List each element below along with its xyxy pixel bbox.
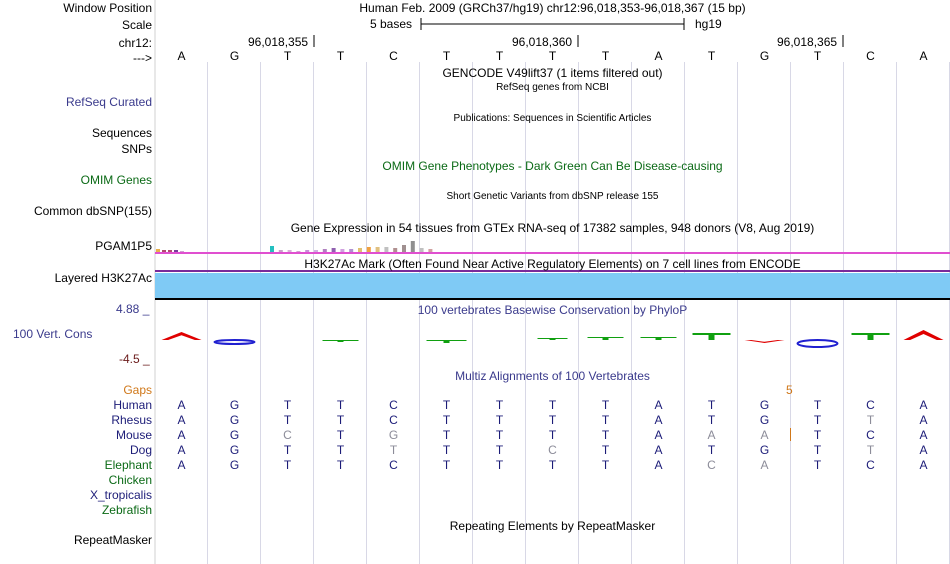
phylop-logo-t (427, 340, 467, 343)
gtex-tissue-bar[interactable] (323, 249, 327, 252)
gtex-tissue-bar[interactable] (402, 245, 406, 252)
phylop-logo-a (904, 330, 944, 340)
snps-label[interactable]: SNPs (121, 142, 152, 156)
alignment-base: A (654, 428, 663, 442)
gtex-tissue-bar[interactable] (174, 250, 178, 252)
phylop-label[interactable]: 100 Vert. Cons (13, 327, 93, 341)
phylop-logo-t (852, 333, 890, 340)
phylop-logo-c (215, 340, 255, 344)
reference-base: T (601, 49, 610, 63)
tick-label-2: 96,018,360 (512, 35, 573, 49)
alignment-base: C (389, 458, 398, 472)
alignment-base: G (759, 443, 770, 457)
phylop-logo-t (588, 337, 624, 340)
scale-text: 5 bases (370, 17, 413, 31)
alignment-base: T (442, 413, 451, 427)
scale-label: Scale (121, 18, 152, 32)
alignment-base: T (601, 413, 610, 427)
alignment-base: G (759, 413, 770, 427)
omim-label[interactable]: OMIM Genes (80, 173, 152, 187)
alignment-base: A (760, 428, 769, 442)
alignment-base: T (442, 428, 451, 442)
gtex-tissue-bar[interactable] (180, 251, 184, 252)
alignment-base: A (654, 398, 663, 412)
tick-label-3: 96,018,365 (777, 35, 838, 49)
alignment-base: T (495, 443, 504, 457)
alignment-base: T (601, 398, 610, 412)
alignment-base: T (813, 443, 822, 457)
alignment-base: T (548, 398, 557, 412)
reference-base: A (177, 49, 186, 63)
dbsnp-track-title[interactable]: Short Genetic Variants from dbSNP release 155 (446, 191, 659, 202)
alignment-base: G (229, 458, 240, 472)
alignment-base: T (495, 413, 504, 427)
reference-base: G (229, 49, 240, 63)
alignment-base: G (229, 443, 240, 457)
alignment-base: G (229, 413, 240, 427)
species-label-human[interactable]: Human (113, 398, 152, 412)
chrom-label: chr12: (118, 36, 152, 50)
reference-base: A (919, 49, 928, 63)
alignment-base: T (495, 398, 504, 412)
gtex-tissue-bar[interactable] (349, 249, 353, 252)
tick-label-1: 96,018,355 (248, 35, 309, 49)
gtex-tissue-bar[interactable] (156, 249, 160, 252)
window-position-label: Window Position (63, 1, 152, 15)
species-label-chicken[interactable]: Chicken (108, 473, 152, 487)
reference-base: T (813, 49, 822, 63)
gtex-tissue-bar[interactable] (384, 247, 388, 252)
reference-base: T (707, 49, 716, 63)
alignment-base: T (283, 398, 292, 412)
phylop-logo-t (641, 337, 677, 340)
alignment-base: T (601, 443, 610, 457)
alignment-base: G (229, 398, 240, 412)
alignment-base: A (177, 428, 186, 442)
reference-base: G (759, 49, 770, 63)
alignment-base: G (759, 398, 770, 412)
alignment-base: T (548, 413, 557, 427)
alignment-base: A (919, 428, 928, 442)
scale-assembly: hg19 (695, 17, 722, 31)
reference-base: A (654, 49, 663, 63)
gtex-tissue-bar[interactable] (270, 246, 274, 252)
phylop-logo-t (538, 338, 568, 340)
gtex-tissue-bar[interactable] (411, 241, 415, 252)
phylop-logo-t (323, 340, 359, 342)
h3k27ac-signal[interactable] (155, 273, 950, 298)
alignment-base: T (336, 428, 345, 442)
gtex-tissue-bar[interactable] (314, 250, 318, 252)
gtex-tissue-bar[interactable] (358, 248, 362, 252)
alignment-base: T (707, 398, 716, 412)
alignment-base: T (548, 428, 557, 442)
refseq-label[interactable]: RefSeq Curated (65, 95, 152, 109)
gtex-tissue-bar[interactable] (162, 250, 166, 252)
alignment-base: T (866, 443, 875, 457)
species-label-mouse[interactable]: Mouse (115, 428, 152, 442)
gtex-tissue-bar[interactable] (279, 250, 283, 252)
alignment-base: T (442, 458, 451, 472)
gtex-tissue-bar[interactable] (288, 250, 292, 252)
species-label-dog[interactable]: Dog (129, 443, 152, 457)
phylop-track-title[interactable]: 100 vertebrates Basewise Conservation by PhyloP (417, 303, 688, 317)
gtex-label[interactable]: PGAM1P5 (95, 239, 152, 253)
species-label-rhesus[interactable]: Rhesus (111, 413, 152, 427)
alignment-base: C (707, 458, 716, 472)
h3k27ac-label[interactable]: Layered H3K27Ac (54, 271, 152, 285)
gtex-tissue-bar[interactable] (168, 250, 172, 252)
gencode-track-title[interactable]: GENCODE V49lift37 (1 items filtered out) (442, 66, 663, 80)
phylop-logo-g (798, 340, 838, 347)
phylop-max-label: 4.88 _ (116, 302, 150, 316)
phylop-logo-a (162, 332, 202, 340)
alignment-base: T (813, 428, 822, 442)
alignment-base: T (336, 458, 345, 472)
gtex-tissue-bar[interactable] (296, 251, 300, 252)
alignment-base: T (495, 428, 504, 442)
publications-track-title[interactable]: Publications: Sequences in Scientific Articles (453, 113, 652, 124)
species-label-x_tropicalis[interactable]: X_tropicalis (89, 488, 152, 502)
gap-count: 5 (786, 383, 793, 397)
alignment-base: T (601, 458, 610, 472)
alignment-base: A (919, 443, 928, 457)
omim-track-title[interactable]: OMIM Gene Phenotypes - Dark Green Can Be Disease-causing (382, 159, 723, 173)
phylop-conservation-logos[interactable] (162, 330, 944, 347)
reference-base: T (548, 49, 557, 63)
alignment-base: T (601, 428, 610, 442)
alignment-base: T (283, 413, 292, 427)
refseq-track-title[interactable]: RefSeq genes from NCBI (496, 82, 609, 93)
gaps-label[interactable]: Gaps (123, 383, 152, 397)
phylop-logo-t (693, 333, 731, 340)
alignment-base: A (654, 413, 663, 427)
gtex-tissue-bar[interactable] (332, 248, 336, 252)
repeatmasker-track-title[interactable]: Repeating Elements by RepeatMasker (449, 519, 656, 533)
alignment-base: G (229, 428, 240, 442)
repeatmasker-label[interactable]: RepeatMasker (73, 533, 152, 547)
phylop-min-label: -4.5 _ (119, 352, 150, 366)
alignment-base: T (336, 443, 345, 457)
alignment-base: T (495, 458, 504, 472)
reference-base: T (442, 49, 451, 63)
gtex-tissue-bar[interactable] (340, 249, 344, 252)
alignment-base: C (866, 458, 875, 472)
alignment-base: C (866, 428, 875, 442)
alignment-base: C (389, 413, 398, 427)
alignment-base: A (654, 443, 663, 457)
alignment-base: T (813, 398, 822, 412)
gtex-tissue-bar[interactable] (376, 247, 380, 252)
gtex-tissue-bar[interactable] (428, 249, 432, 252)
gtex-tissue-bar[interactable] (420, 248, 424, 252)
alignment-base: T (389, 443, 398, 457)
reference-base: T (283, 49, 292, 63)
sequences-label[interactable]: Sequences (91, 126, 152, 140)
reference-base: T (336, 49, 345, 63)
alignment-base: A (177, 398, 186, 412)
gtex-expression-bars[interactable] (156, 241, 432, 252)
alignment-base: T (707, 443, 716, 457)
alignment-base: A (919, 398, 928, 412)
alignment-base: T (866, 413, 875, 427)
alignment-base: T (442, 398, 451, 412)
window-position-value: Human Feb. 2009 (GRCh37/hg19) chr12:96,018,353-96,018,367 (15 bp) (359, 1, 746, 15)
strand-label: ---> (133, 51, 152, 65)
alignment-base: T (336, 413, 345, 427)
gtex-track-title[interactable]: Gene Expression in 54 tissues from GTEx RNA-seq of 17382 samples, 948 donors (V8, Aug 2019) (290, 221, 815, 235)
alignment-base: T (548, 458, 557, 472)
reference-base: T (495, 49, 504, 63)
alignment-base: A (760, 458, 769, 472)
h3k27ac-track-title[interactable]: H3K27Ac Mark (Often Found Near Active Regulatory Elements) on 7 cell lines from ENCODE (304, 257, 801, 271)
alignment-base: C (548, 443, 557, 457)
alignment-base: T (813, 413, 822, 427)
reference-base: C (389, 49, 398, 63)
alignment-base: A (707, 428, 716, 442)
dbsnp-label[interactable]: Common dbSNP(155) (33, 204, 152, 218)
scale-bar (421, 18, 684, 30)
phylop-logo-a (745, 340, 785, 343)
alignment-base: A (177, 458, 186, 472)
alignment-base: T (442, 443, 451, 457)
alignment-base: C (389, 398, 398, 412)
reference-base: C (866, 49, 875, 63)
alignment-base: T (813, 458, 822, 472)
species-label-zebrafish[interactable]: Zebrafish (101, 503, 152, 517)
multiz-track-title[interactable]: Multiz Alignments of 100 Vertebrates (455, 369, 650, 383)
alignment-base: C (866, 398, 875, 412)
alignment-base: C (283, 428, 292, 442)
alignment-base: T (336, 398, 345, 412)
gtex-tissue-bar[interactable] (305, 250, 309, 252)
alignment-base: G (388, 428, 399, 442)
gtex-tissue-bar[interactable] (393, 248, 397, 252)
alignment-base: T (283, 458, 292, 472)
alignment-base: A (177, 443, 186, 457)
alignment-base: A (177, 413, 186, 427)
alignment-base: T (707, 413, 716, 427)
gtex-tissue-bar[interactable] (367, 247, 371, 252)
alignment-base: A (654, 458, 663, 472)
species-label-elephant[interactable]: Elephant (104, 458, 152, 472)
alignment-base: T (283, 443, 292, 457)
insertion-marker (790, 428, 791, 441)
alignment-base: A (919, 458, 928, 472)
alignment-base: A (919, 413, 928, 427)
